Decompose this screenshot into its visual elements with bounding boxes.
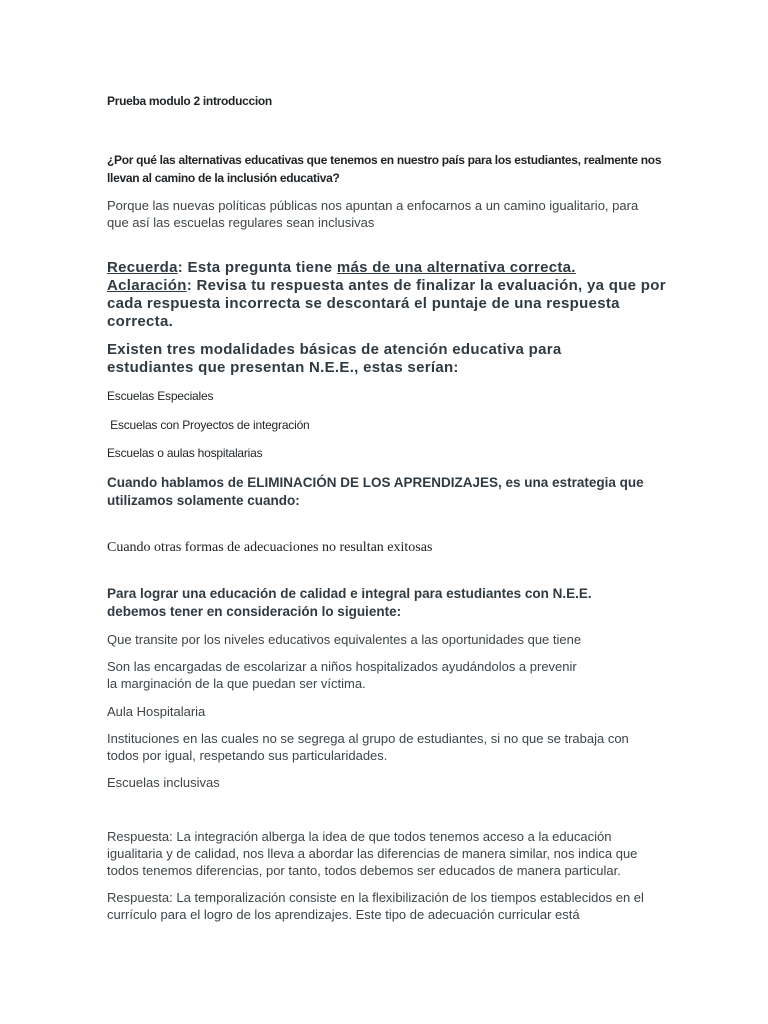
option-escuelas-especiales: Escuelas Especiales [107, 389, 214, 403]
pair-1-term: Aula Hospitalaria [107, 704, 206, 719]
answer-1: Porque las nuevas políticas públicas nos apuntan a enfocarnos a un camino igualitario, para que así las escuelas regulares sean inclusivas [107, 198, 639, 230]
document-title: Prueba modulo 2 introduccion [107, 94, 272, 108]
question-4: Para lograr una educación de calidad e integral para estudiantes con N.E.E. debemos tener en consideración lo siguiente: [107, 586, 592, 619]
response-2: Respuesta: La temporalización consiste en la flexibilización de los tiempos establecidos en el currículo para el logro de los aprendizajes. Este tipo de adecuación curricular está [107, 890, 644, 922]
pair-2-definition: Instituciones en las cuales no se segrega al grupo de estudiantes, si no que se trabaja con todos por igual, respetando sus particularidades. [107, 731, 629, 763]
question-3: Cuando hablamos de ELIMINACIÓN DE LOS APRENDIZAJES, es una estrategia que utilizamos solamente cuando: [107, 475, 644, 508]
aclaracion-text: : Revisa tu respuesta antes de finalizar la evaluación, ya que por cada respuesta incorrecta se descontará el puntaje de una respuesta correcta. [107, 277, 666, 330]
aclaracion-label: Aclaración [107, 277, 187, 294]
response-1: Respuesta: La integración alberga la idea de que todos tenemos acceso a la educación igualitaria y de calidad, nos lleva a abordar las diferencias de manera similar, nos indica que todos tenemos diferencias, por tanto, todos debemos ser educados de manera particular. [107, 829, 638, 878]
answer-3: Cuando otras formas de adecuaciones no resultan exitosas [107, 540, 433, 555]
notice-block [107, 259, 667, 331]
option-aulas-hospitalarias: Escuelas o aulas hospitalarias [107, 446, 263, 460]
recuerda-emphasis: más de una alternativa correcta. [336, 259, 576, 276]
answer-4: Que transite por los niveles educativos equivalentes a las oportunidades que tiene [107, 632, 582, 647]
question-1: ¿Por qué las alternativas educativas que tenemos en nuestro país para los estudiantes, realmente nos llevan al camino de la inclusión educativa? [107, 153, 662, 185]
recuerda-text: : Esta pregunta tiene [177, 259, 337, 276]
recuerda-label: Recuerda [107, 259, 178, 276]
question-2: Existen tres modalidades básicas de atención educativa para estudiantes que presentan N.E.E., estas serían: [107, 341, 562, 376]
option-proyectos-integracion: Escuelas con Proyectos de integración [107, 418, 310, 432]
pair-2-term: Escuelas inclusivas [107, 775, 220, 790]
pair-1-definition: Son las encargadas de escolarizar a niños hospitalizados ayudándolos a prevenir la marginación de la que puedan ser víctima. [107, 659, 577, 691]
